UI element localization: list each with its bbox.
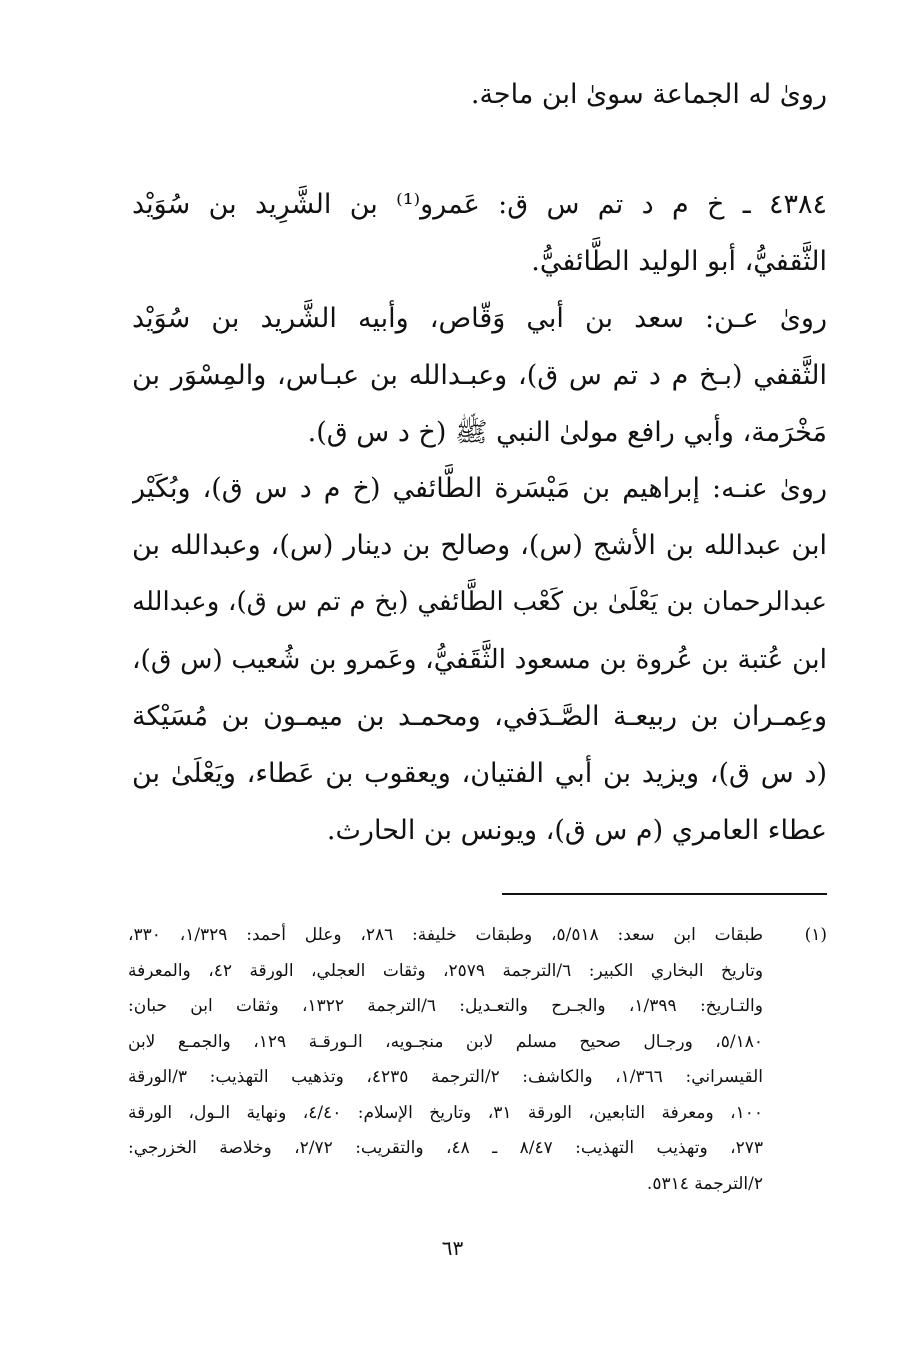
narrated-by-line-1: روىٰ عنـه: إبراهيم بن مَيْسَرة الطَّائفي (خ م د س ق)، وبُكَيْر [132, 473, 827, 504]
footnote-line-8: ٢/الترجمة ٥٣١٤. [646, 1173, 763, 1194]
footnote-number: (١) [804, 925, 827, 945]
narrated-from-paragraph [132, 290, 827, 461]
narrated-by-paragraph [132, 460, 827, 859]
footnote-divider [502, 893, 827, 895]
narrated-by-line-5: وعِمـران بن ربيعـة الصَّـدَفي، ومحمـد بن ميمـون بن مُسَيْكة [132, 701, 827, 732]
narrated-from-line-2: الثَّقفي (بـخ م د تم س ق)، وعبـدالله بن عبـاس، والمِسْوَر بن [132, 360, 827, 391]
continuation-paragraph [132, 66, 827, 123]
narrated-by-line-6: (د س ق)، ويزيد بن أبي الفتيان، ويعقوب بن عَطاء، ويَعْلَىٰ بن [132, 758, 827, 789]
heading-line-2: الثَّقفيُّ، أبو الوليد الطَّائفيُّ. [531, 246, 827, 277]
narrated-from-line-1: روىٰ عـن: سعد بن أبي وَقّاص، وأبيه الشَّريد بن سُوَيْد [132, 303, 827, 334]
narrated-by-line-3: عبدالرحمان بن يَعْلَىٰ بن كَعْب الطَّائفي (بخ م تم س ق)، وعبدالله [132, 587, 827, 617]
narrated-by-line-4: ابن عُتبة بن عُروة بن مسعود الثَّقَفيُّ، وعَمرو بن شُعيب (س ق)، [132, 644, 827, 675]
page-number: ٦٣ [441, 1236, 464, 1260]
entry-heading [132, 176, 827, 290]
footnote-body [128, 918, 763, 1202]
footnote-line-7: ٢٧٣، وتهذيب التهذيب: ٨/٤٧ ـ ٤٨، والتقريب: ٢/٧٢، وخلاصة الخزرجي: [128, 1138, 763, 1158]
heading-line-1: ٤٣٨٤ ـ خ م د تم س ق: عَمرو⁽¹⁾ بن الشَّرِيد بن سُوَيْد [132, 189, 827, 220]
narrated-by-line-7: عطاء العامري (م س ق)، ويونس بن الحارث. [326, 815, 827, 846]
continuation-line: روىٰ له الجماعة سوىٰ ابن ماجة. [470, 79, 827, 110]
footnote-line-6: ١٠٠، ومعرفة التابعين، الورقة ٣١، وتاريخ الإسلام: ٤/٤٠، ونهاية الـول، الورقة [128, 1102, 763, 1123]
narrated-from-line-3: مَخْرَمة، وأبي رافع مولىٰ النبي ﷺ (خ د س ق). [307, 417, 827, 448]
narrated-by-line-2: ابن عبدالله بن الأشج (س)، وصالح بن دينار (س)، وعبدالله بن [132, 530, 827, 561]
footnote-line-4: ٥/١٨٠، ورجـال صحيح مسلم لابن منجـويه، الـورقـة ١٢٩، والجمـع لابن [128, 1031, 763, 1052]
footnote-line-5: القيسراني: ١/٣٦٦، والكاشف: ٢/الترجمة ٤٢٣٥، وتذهيب التهذيب: ٣/الورقة [128, 1067, 763, 1087]
footnote-line-2: وتاريخ البخاري الكبير: ٦/الترجمة ٢٥٧٩، وثقات العجلي، الورقة ٤٢، والمعرفة [128, 960, 763, 981]
footnote-line-1: طبقات ابن سعد: ٥/٥١٨، وطبقات خليفة: ٢٨٦، وعلل أحمد: ١/٣٢٩، ٣٣٠، [128, 925, 763, 945]
footnote-line-3: والتـاريخ: ١/٣٩٩، والجـرح والتعـديل: ٦/الترجمة ١٣٢٢، وثقات ابن حبان: [128, 996, 763, 1016]
